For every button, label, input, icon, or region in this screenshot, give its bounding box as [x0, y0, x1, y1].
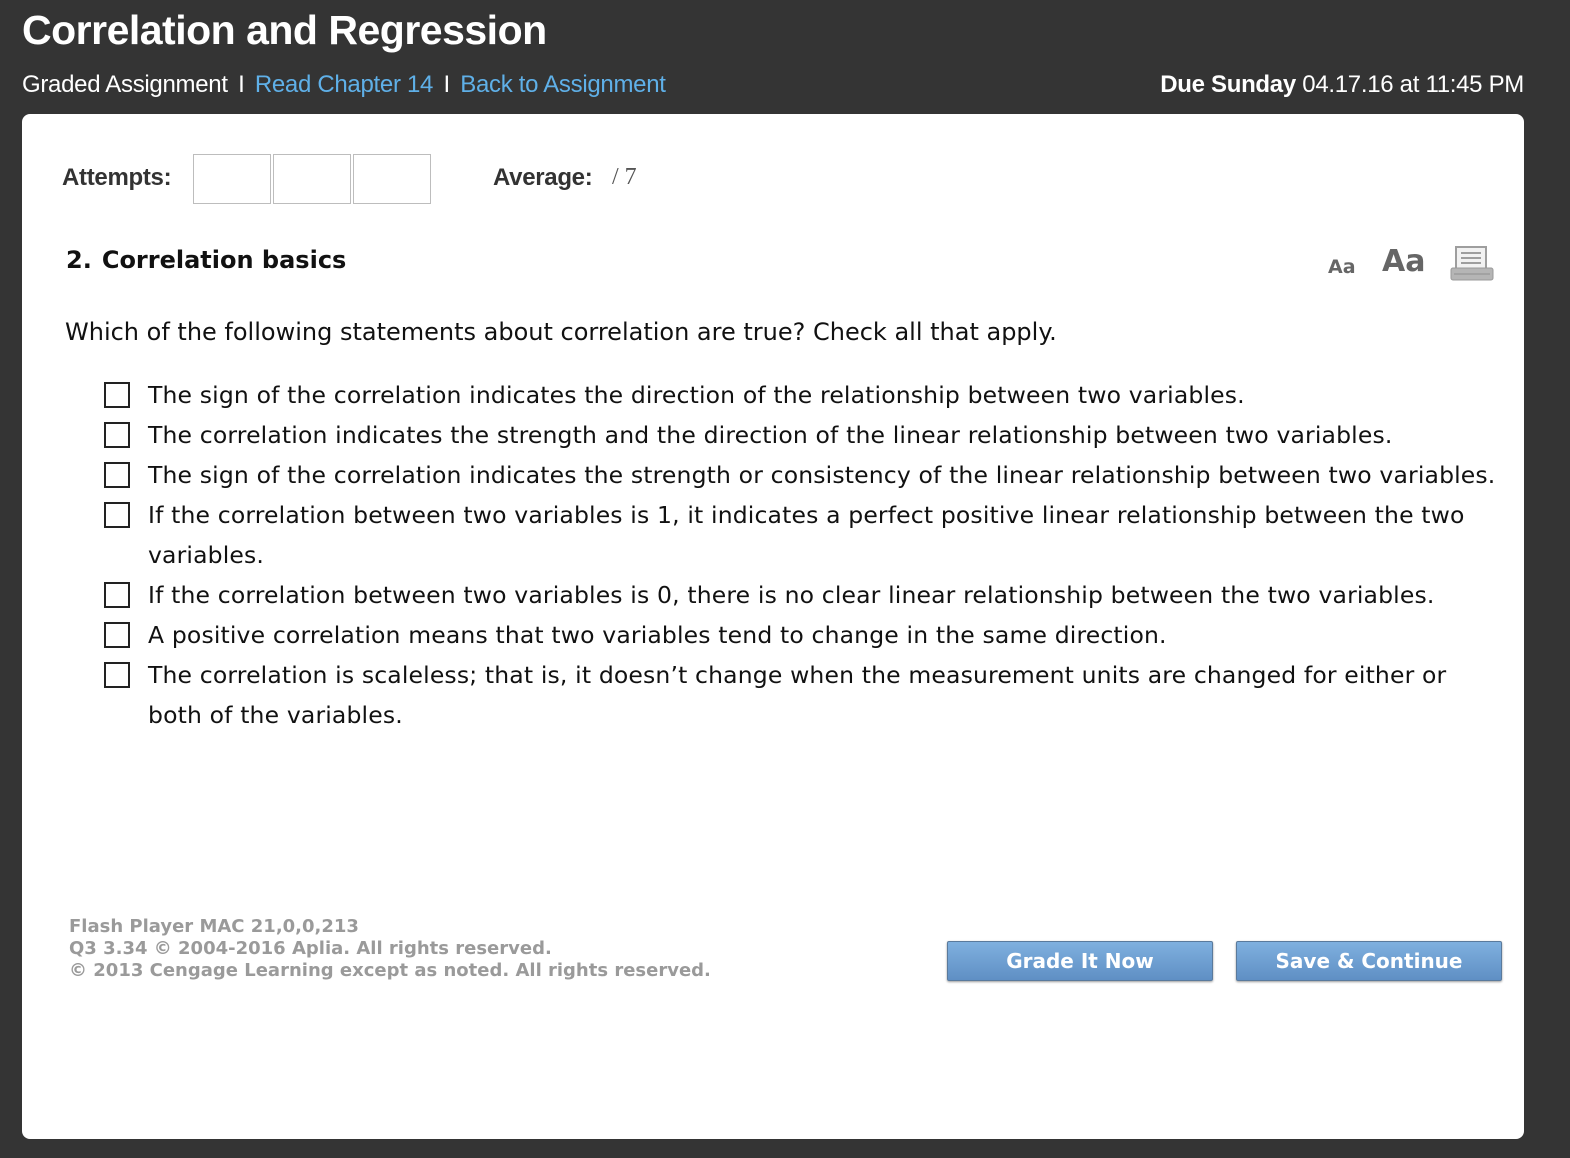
option-text: If the correlation between two variables is 1, it indicates a perfect positive linear relationship between the two variables. — [148, 501, 1465, 569]
option-text: The sign of the correlation indicates the strength or consistency of the linear relationship between two variables. — [148, 461, 1496, 489]
cengage-copyright: © 2013 Cengage Learning except as noted. All rights reserved. — [69, 960, 711, 981]
attempt-box — [273, 154, 351, 204]
separator: I — [443, 71, 450, 98]
option-checkbox[interactable] — [104, 502, 130, 528]
option-text: A positive correlation means that two variables tend to change in the same direction. — [148, 621, 1167, 649]
answer-option — [104, 455, 1504, 495]
question-number: 2. — [66, 246, 92, 274]
print-icon[interactable] — [1450, 246, 1494, 282]
answer-option — [104, 375, 1504, 415]
average-label: Average: — [493, 164, 593, 191]
question-title — [66, 246, 346, 274]
copyright-footer — [69, 916, 711, 982]
assignment-type-label: Graded Assignment — [22, 71, 228, 98]
answer-option — [104, 575, 1504, 615]
average-value: / 7 — [612, 164, 637, 190]
option-text: The correlation is scaleless; that is, it doesn’t change when the measurement units are changed for either or both of the variables. — [148, 661, 1447, 729]
aplia-copyright: Q3 3.34 © 2004-2016 Aplia. All rights reserved. — [69, 938, 552, 959]
attempts-label: Attempts: — [62, 164, 172, 191]
breadcrumb — [22, 70, 666, 100]
increase-font-button[interactable]: Aa — [1382, 244, 1426, 279]
due-label: Due Sunday — [1160, 71, 1296, 98]
grade-it-now-button[interactable]: Grade It Now — [947, 941, 1213, 981]
player-version: Flash Player MAC 21,0,0,213 — [69, 916, 359, 937]
read-chapter-link[interactable]: Read Chapter 14 — [254, 71, 434, 98]
separator: I — [238, 71, 245, 98]
answer-option — [104, 415, 1504, 455]
answer-option — [104, 655, 1504, 735]
option-text: The sign of the correlation indicates the direction of the relationship between two variables. — [148, 381, 1245, 409]
answer-options — [104, 375, 1504, 735]
decrease-font-button[interactable]: Aa — [1328, 256, 1356, 278]
question-panel — [22, 114, 1524, 1139]
option-checkbox[interactable] — [104, 662, 130, 688]
attempt-box — [353, 154, 431, 204]
option-checkbox[interactable] — [104, 422, 130, 448]
answer-option — [104, 495, 1504, 575]
option-checkbox[interactable] — [104, 582, 130, 608]
option-text: If the correlation between two variables is 0, there is no clear linear relationship between the two variables. — [148, 581, 1435, 609]
answer-option — [104, 615, 1504, 655]
question-prompt: Which of the following statements about correlation are true? Check all that apply. — [65, 318, 1057, 346]
attempt-boxes — [193, 154, 433, 204]
option-checkbox[interactable] — [104, 382, 130, 408]
due-date — [1160, 70, 1524, 100]
option-text: The correlation indicates the strength and the direction of the linear relationship between two variables. — [148, 421, 1393, 449]
save-continue-button[interactable]: Save & Continue — [1236, 941, 1502, 981]
back-to-assignment-link[interactable]: Back to Assignment — [460, 71, 666, 98]
option-checkbox[interactable] — [104, 622, 130, 648]
question-title-text: Correlation basics — [101, 246, 347, 274]
option-checkbox[interactable] — [104, 462, 130, 488]
page-title: Correlation and Regression — [22, 7, 547, 53]
attempt-box — [193, 154, 271, 204]
due-datetime: 04.17.16 at 11:45 PM — [1302, 71, 1524, 98]
